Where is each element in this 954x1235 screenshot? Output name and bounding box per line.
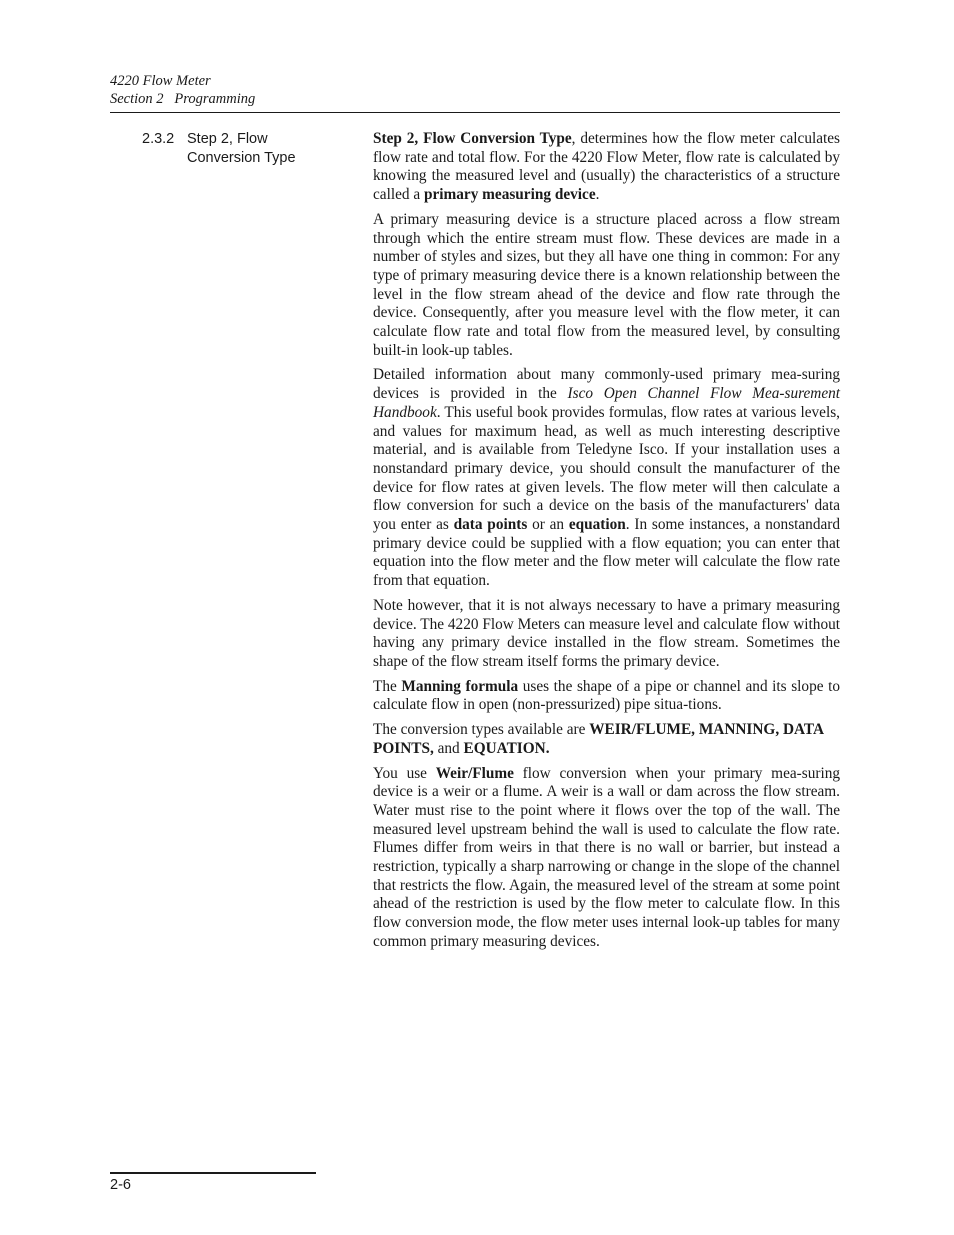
paragraph-text: . This useful book provides formulas, flow rates at various levels, and values for maximum head, as well as much interesting descriptive material, and is available from Teledyne Isco. If your installation uses a nonstandard primary device, you should consult the manufacturer of the device for flow rates at given levels. The flow meter will then calculate a flow conversion for such a device on the basis of the manufacturers' data you enter as — [373, 403, 840, 534]
header-divider — [110, 112, 840, 113]
term-step2: Step 2, Flow Conversion Type — [373, 130, 572, 147]
term-weir-flume: Weir/Flume — [435, 764, 514, 782]
paragraph-text: uses the shape of a pipe or channel and its slope to calculate flow in open (non-pressurized) pipe situa-tions. — [373, 677, 840, 714]
handbook-title: Isco Open Channel Flow Mea-surement Handbook — [373, 385, 841, 421]
term-equation: equation — [568, 516, 626, 534]
body-text — [373, 130, 840, 958]
paragraph-text: and — [433, 739, 464, 757]
term-conversion-types: WEIR/FLUME, MANNING, DATA POINTS, — [373, 721, 824, 757]
paragraph-text: The — [373, 677, 402, 695]
paragraph-text: You use — [373, 764, 436, 782]
paragraph-primary-device: A primary measuring device is a structure placed across a flow stream through which the entire stream must flow. These devices are made in a number of styles and sizes, but they all have one thing in common: For any type of primary measuring device there is a known relationship between the level in the flow stream ahead of the device and flow rate through the device. Consequently, after you measure level with the flow meter, it can calculate flow rate and total flow from the measured level, by consulting built-in look-up tables. — [373, 210, 840, 359]
paragraph-manning — [373, 678, 840, 715]
paragraph-text: or an — [527, 516, 569, 534]
header-product-title: 4220 Flow Meter — [110, 73, 211, 89]
section-heading — [142, 130, 342, 168]
paragraph-handbook — [373, 366, 840, 590]
paragraph-text: . — [595, 186, 600, 204]
section-title: Step 2, Flow Conversion Type — [187, 131, 296, 166]
term-primary-measuring-device: primary measuring device — [423, 186, 596, 204]
paragraph-text: , determines how the flow meter calculates flow rate and total flow. For the 4220 Flow Meter, flow rate is calculated by knowing the measured level and (usually) the characteristics of a structure called a — [373, 130, 841, 204]
paragraph-text: Detailed information about many commonly-used primary mea-suring devices is provided in the — [373, 366, 840, 403]
section-number: 2.3.2 — [142, 131, 175, 147]
paragraph-text: flow conversion when your primary mea-suring device is a weir or a flume. A weir is a wall or dam across the flow stream. Water must rise to the point where it flows over the top of the wall. The measured level upstream behind the wall is used to calculate the flow rate. Flumes differ from weirs in that there is no wall or barrier, but instead a restriction, typically a sharp narrowing or change in the slope of the channel that restricts the flow. Again, the measured level of the stream at some point ahead of the restriction is used by the flow meter to calculate flow. In this flow conversion mode, the flow meter uses internal look-up tables for many common primary measuring devices. — [373, 764, 840, 950]
paragraph-text: The conversion types available are — [373, 721, 590, 739]
footer-divider — [110, 1172, 316, 1174]
paragraph-note: Note however, that it is not always necessary to have a primary measuring device. The 4220 Flow Meters can measure level and calculate flow without having any primary device installed in the flow stream. Sometimes the shape of the flow stream itself forms the primary device. — [373, 596, 840, 670]
term-data-points: data points — [453, 516, 528, 534]
header-section-title: Section 2 Programming — [110, 91, 256, 107]
paragraph-intro — [373, 130, 840, 205]
term-equation-type: EQUATION. — [463, 739, 550, 757]
running-header — [110, 72, 840, 108]
paragraph-weir-flume — [373, 765, 840, 952]
paragraph-conversion-types — [373, 721, 840, 758]
page-number: 2-6 — [110, 1177, 131, 1193]
term-manning-formula: Manning formula — [401, 677, 519, 695]
paragraph-text: . In some instances, a nonstandard primary device could be supplied with a flow equation; you can enter that equation into the flow meter and the flow meter will calculate the flow rate from that equation. — [373, 516, 841, 590]
